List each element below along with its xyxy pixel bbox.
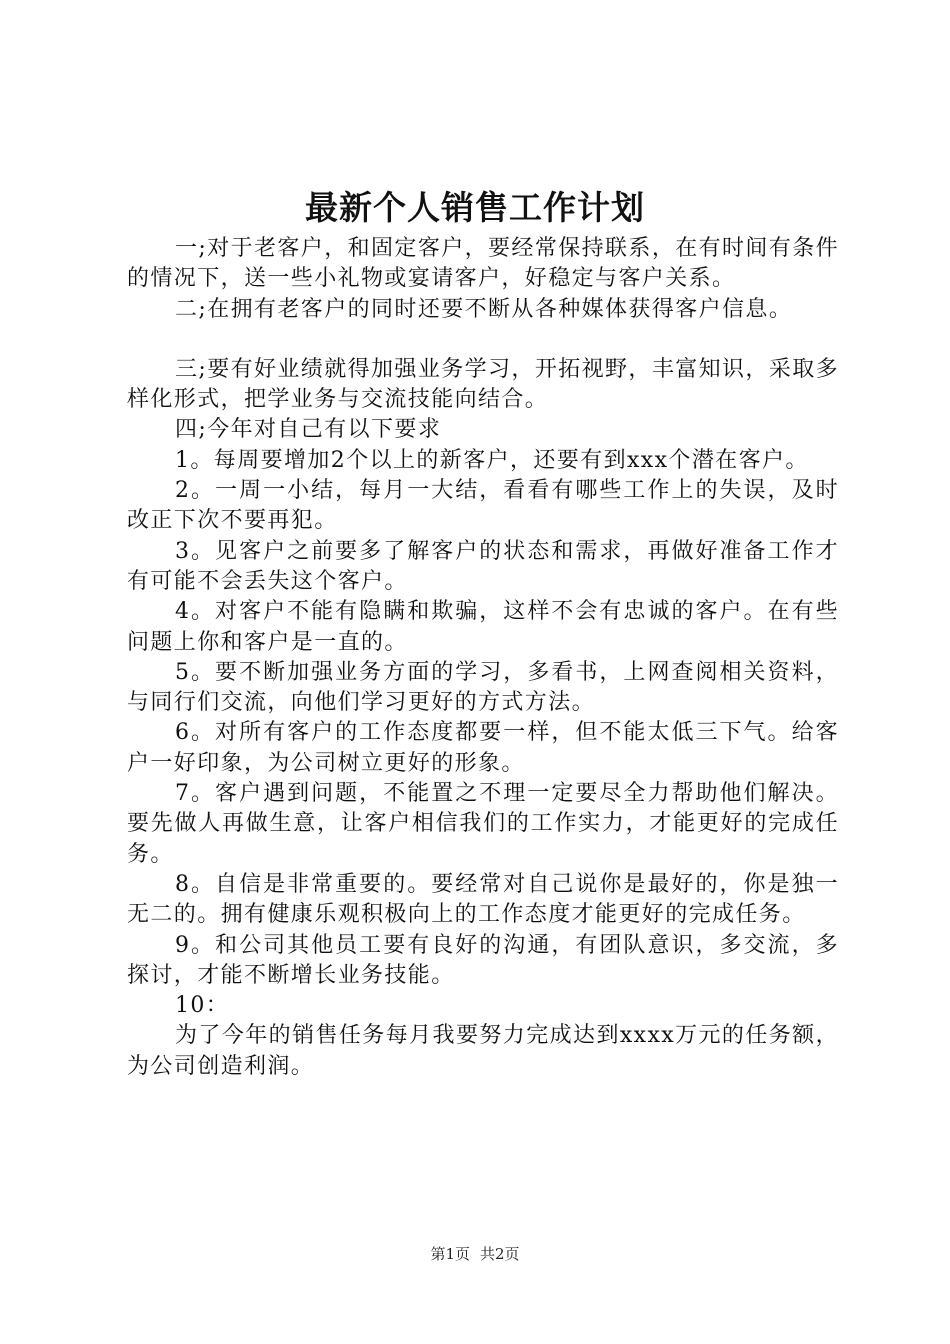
page-number: 第1页	[430, 1245, 470, 1263]
paragraph-4: 四;今年对自己有以下要求	[175, 417, 442, 443]
page-footer	[0, 1244, 950, 1264]
list-item-6: 6。对所有客户的工作态度都要一样，但不能太低三下气。给客户一好印象，为公司树立更好的形象。	[127, 720, 839, 776]
document-body	[127, 234, 839, 1082]
list-item-10: 10：	[175, 993, 230, 1019]
paragraph-3: 三;要有好业绩就得加强业务学习，开拓视野，丰富知识，采取多样化形式，把学业务与交流技能向结合。	[127, 356, 840, 413]
list-item-2: 2。一周一小结，每月一大结，看看有哪些工作上的失误，及时改正下次不要再犯。	[127, 478, 839, 534]
list-item-5: 5。要不断加强业务方面的学习，多看书，上网查阅相关资料，与同行们交流，向他们学习更好的方式方法。	[127, 659, 839, 716]
closing-paragraph: 为了今年的销售任务每月我要努力完成达到xxxx万元的任务额，为公司创造利润。	[127, 1023, 839, 1079]
list-item-7: 7。客户遇到问题，不能置之不理一定要尽全力帮助他们解决。要先做人再做生意，让客户相信我们的工作实力，才能更好的完成任务。	[127, 781, 839, 867]
paragraph-2: 二;在拥有老客户的同时还要不断从各种媒体获得客户信息。	[175, 296, 793, 322]
list-item-9: 9。和公司其他员工要有良好的沟通，有团队意识，多交流，多探讨，才能不断增长业务技能。	[127, 932, 839, 988]
list-item-4: 4。对客户不能有隐瞒和欺骗，这样不会有忠诚的客户。在有些问题上你和客户是一直的。	[127, 599, 839, 655]
list-item-3: 3。见客户之前要多了解客户的状态和需求，再做好准备工作才有可能不会丢失这个客户。	[127, 538, 839, 594]
paragraph-1: 一;对于老客户，和固定客户，要经常保持联系，在有时间有条件的情况下，送一些小礼物或宴请客户，好稳定与客户关系。	[127, 236, 840, 292]
page-total: 共2页	[480, 1245, 520, 1263]
document-title: 最新个人销售工作计划	[305, 188, 645, 227]
list-item-8: 8。自信是非常重要的。要经常对自己说你是最好的，你是独一无二的。拥有健康乐观积极向上的工作态度才能更好的完成任务。	[127, 871, 839, 928]
list-item-1: 1。每周要增加2个以上的新客户，还要有到xxx个潜在客户。	[175, 447, 809, 473]
